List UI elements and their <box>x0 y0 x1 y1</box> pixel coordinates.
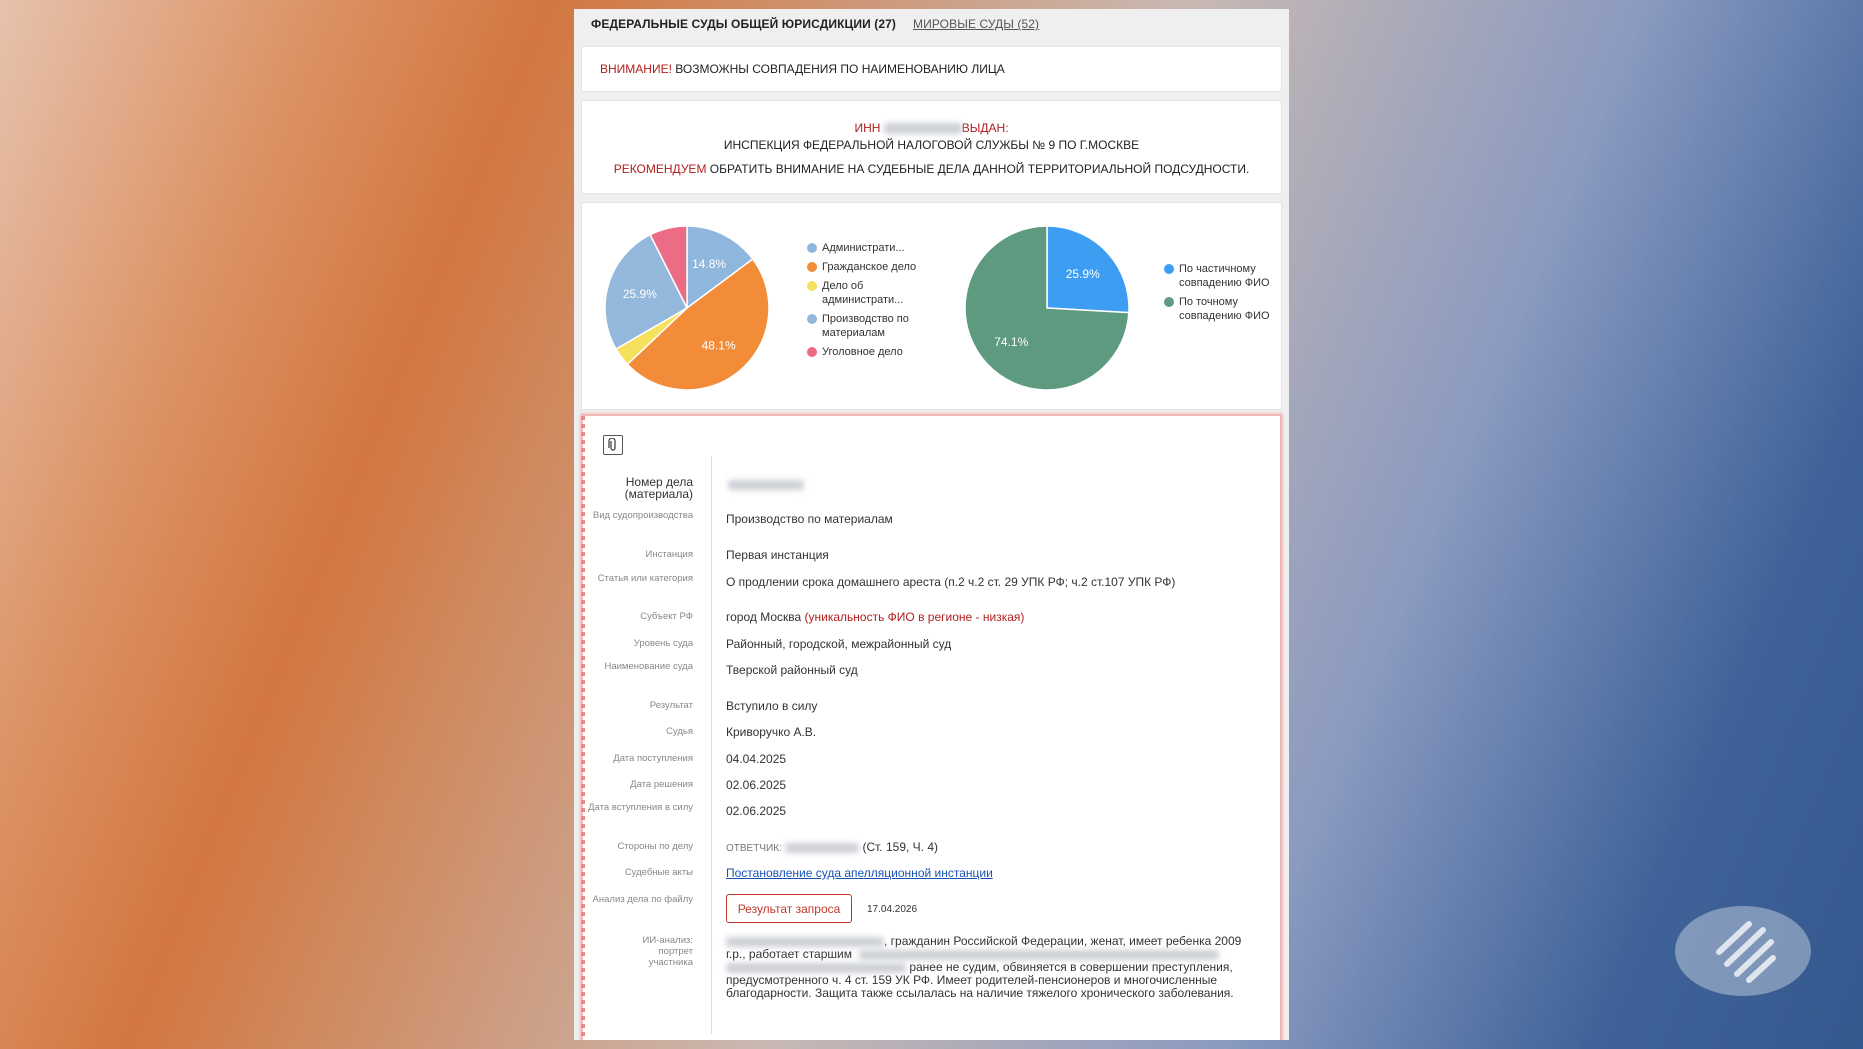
case-type-legend-label-3: Производство по материалам <box>822 313 909 339</box>
match-type-legend-label-0: По частичному совпадению ФИО <box>1179 263 1270 289</box>
tab-world-courts[interactable]: МИРОВЫЕ СУДЫ (52) <box>913 17 1040 31</box>
case-type-legend-item-4[interactable] <box>807 345 917 359</box>
warning-prefix: ВНИМАНИЕ! <box>600 62 672 76</box>
court-act-link[interactable]: Постановление суда апелляционной инстанции <box>726 866 993 880</box>
ai-portrait-text <box>726 935 1256 1000</box>
warning-text: ВОЗМОЖНЫ СОВПАДЕНИЯ ПО НАИМЕНОВАНИЮ ЛИЦА <box>671 62 1005 76</box>
match-type-slice-label-1: 74.1% <box>994 334 1029 349</box>
value-level: Районный, городской, межрайонный суд <box>726 637 952 651</box>
label-subject: Субъект РФ <box>640 611 693 622</box>
case-type-legend-swatch-2 <box>807 281 817 291</box>
employer-redacted-2 <box>726 963 906 973</box>
case-type-pie-chart <box>602 223 772 393</box>
match-type-legend <box>1164 262 1274 328</box>
participant-name-redacted <box>726 937 884 947</box>
fio-uniqueness-note: (уникальность ФИО в регионе - низкая) <box>801 610 1025 624</box>
inn-label: ИНН <box>854 121 881 135</box>
match-type-legend-item-1[interactable] <box>1164 295 1274 323</box>
label-judge: Судья <box>666 726 693 737</box>
ai-text-part1: , гражданин Российской Федерации, женат, имеет ребенка 2009 г.р., работает старшим <box>726 934 1242 961</box>
value-court: Тверской районный суд <box>726 663 858 677</box>
match-type-slice-label-0: 25.9% <box>1065 267 1100 282</box>
case-type-legend-swatch-0 <box>807 243 817 253</box>
case-type-legend-label-0: Администрати... <box>822 242 905 254</box>
case-type-legend-swatch-1 <box>807 262 817 272</box>
case-type-legend-swatch-4 <box>807 347 817 357</box>
value-instance: Первая инстанция <box>726 548 829 562</box>
case-number-redacted <box>728 480 804 490</box>
tax-authority: ИНСПЕКЦИЯ ФЕДЕРАЛЬНОЙ НАЛОГОВОЙ СЛУЖБЫ № 9 ПО Г.МОСКВЕ <box>723 138 1140 152</box>
case-type-legend-swatch-3 <box>807 314 817 324</box>
match-type-legend-swatch-1 <box>1164 297 1174 307</box>
party-name-redacted <box>785 843 859 853</box>
case-type-slice-label-1: 48.1% <box>701 338 736 353</box>
value-result: Вступило в силу <box>726 699 818 713</box>
case-card <box>581 414 1282 1040</box>
tab-federal-courts[interactable]: ФЕДЕРАЛЬНЫЕ СУДЫ ОБЩЕЙ ЮРИСДИКЦИИ (27) <box>591 17 897 31</box>
case-type-legend-item-1[interactable] <box>807 260 917 274</box>
case-type-legend-item-2[interactable] <box>807 279 917 307</box>
value-kind: Производство по материалам <box>726 512 893 526</box>
label-result: Результат <box>649 700 693 711</box>
value-date-decision: 02.06.2025 <box>726 778 787 792</box>
label-analysis: Анализ дела по файлу <box>592 894 693 905</box>
label-ai-analysis: ИИ-анализ: портрет участника <box>642 935 693 968</box>
label-date-force: Дата вступления в силу <box>588 802 693 813</box>
ai-text-part2: ранее не судим, обвиняется в совершении преступления, предусмотренного ч. 4 ст. 159 УК РФ. Имеет родителей-пенсионеров и многочисленные благодарности. Защита также ссылалась на наличие тяжелого хронического заболевания. <box>726 960 1234 1000</box>
value-parties <box>726 841 938 855</box>
request-date: 17.04.2026 <box>867 904 918 915</box>
value-article: О продлении срока домашнего ареста (п.2 ч.2 ст. 29 УПК РФ; ч.2 ст.107 УПК РФ) <box>726 575 1176 589</box>
label-level: Уровень суда <box>633 638 693 649</box>
case-type-legend-item-3[interactable] <box>807 312 917 340</box>
label-parties: Стороны по делу <box>617 841 693 852</box>
court-tabs <box>574 9 1289 39</box>
label-kind: Вид судопроизводства <box>592 510 693 521</box>
results-panel <box>574 9 1289 1040</box>
inn-value-redacted <box>884 123 962 134</box>
case-type-slice-label-3: 25.9% <box>622 286 657 301</box>
employer-redacted <box>859 950 1219 960</box>
label-number: Номер дела (материала) <box>624 475 693 501</box>
label-instance: Инстанция <box>645 549 693 560</box>
party-article: (Ст. 159, Ч. 4) <box>859 840 938 854</box>
charts-card <box>581 202 1282 410</box>
case-type-legend-label-1: Гражданское дело <box>822 261 917 273</box>
case-type-legend-item-0[interactable] <box>807 241 917 255</box>
label-date-decision: Дата решения <box>630 779 693 790</box>
label-date-in: Дата поступления <box>613 753 693 764</box>
case-type-legend-label-2: Дело об администрати... <box>822 280 904 306</box>
match-type-legend-label-1: По точному совпадению ФИО <box>1179 296 1270 322</box>
value-judge: Криворучко А.В. <box>726 725 817 739</box>
label-article: Статья или категория <box>597 573 693 584</box>
party-role: ОТВЕТЧИК: <box>726 843 782 854</box>
value-subject-text: город Москва <box>726 610 802 624</box>
case-type-legend <box>807 241 917 364</box>
request-result-button[interactable]: Результат запроса <box>726 894 852 923</box>
match-type-legend-item-0[interactable] <box>1164 262 1274 290</box>
value-subject <box>726 611 1024 624</box>
paperclip-icon[interactable] <box>603 435 623 455</box>
recommend-text: ОБРАТИТЬ ВНИМАНИЕ НА СУДЕБНЫЕ ДЕЛА ДАННОЙ ТЕРРИТОРИАЛЬНОЙ ПОДСУДНОСТИ. <box>706 162 1250 176</box>
recommend-prefix: РЕКОМЕНДУЕМ <box>613 162 707 176</box>
inn-issued: ВЫДАН: <box>961 121 1009 135</box>
case-type-slice-label-0: 14.8% <box>692 257 727 272</box>
match-type-legend-swatch-0 <box>1164 264 1174 274</box>
watermark-logo-icon <box>1675 906 1811 996</box>
label-court: Наименование суда <box>604 661 693 672</box>
value-date-in: 04.04.2025 <box>726 752 787 766</box>
value-date-force: 02.06.2025 <box>726 804 787 818</box>
divider <box>711 456 712 1034</box>
match-type-pie-chart <box>962 223 1132 393</box>
inn-block <box>581 100 1282 194</box>
warning-banner <box>581 46 1282 92</box>
label-acts: Судебные акты <box>624 867 693 878</box>
case-type-legend-label-4: Уголовное дело <box>822 346 903 358</box>
